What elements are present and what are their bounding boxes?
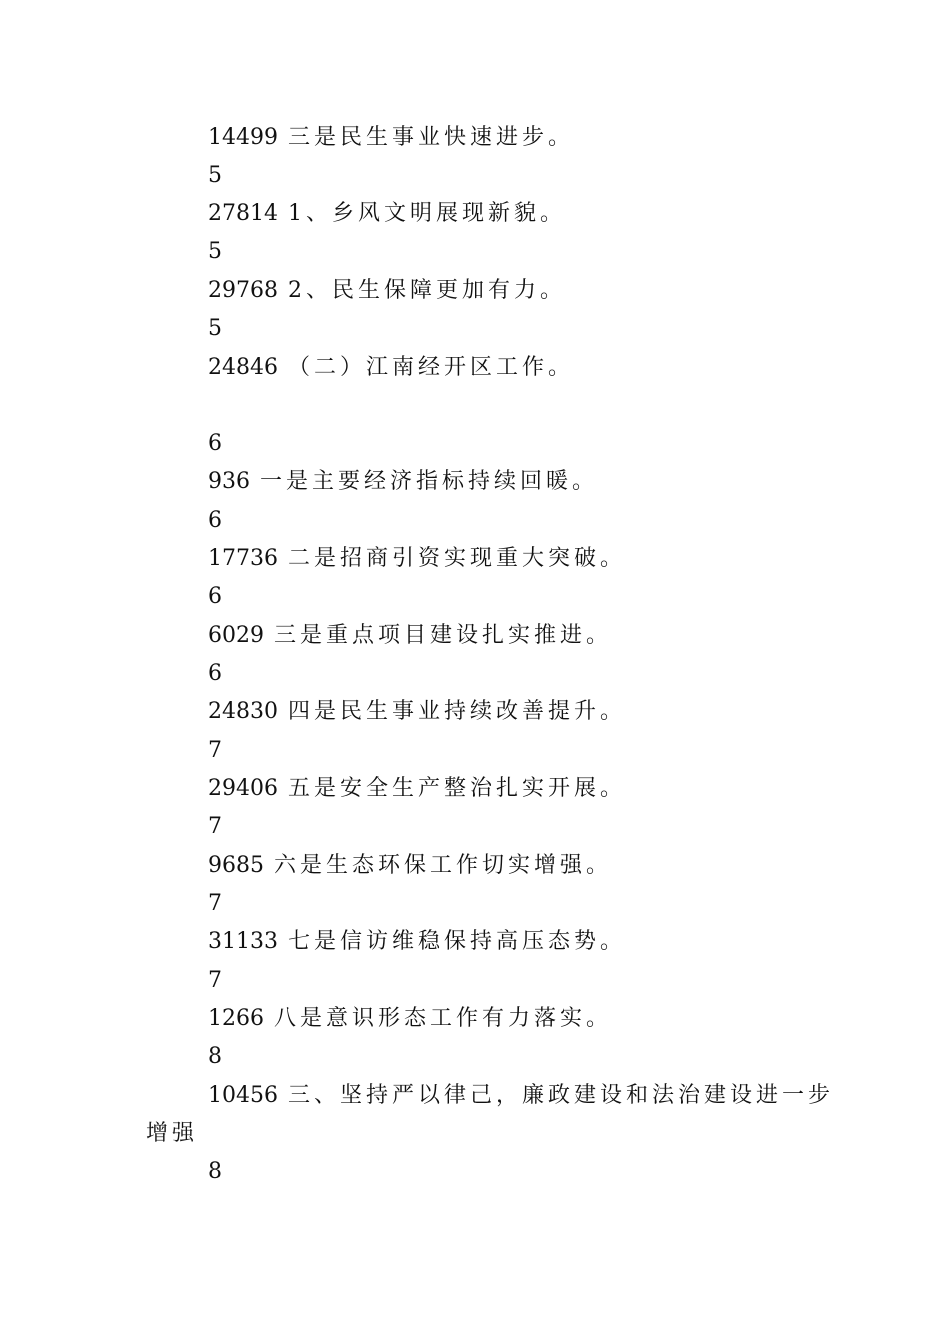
toc-page-number: 6 xyxy=(208,508,226,533)
toc-entry-code: 17736 xyxy=(208,546,278,571)
toc-entry-code: 1266 xyxy=(208,1006,264,1031)
toc-page-number: 7 xyxy=(208,891,226,916)
toc-entry-13 xyxy=(208,1082,834,1110)
toc-entry-code: 9685 xyxy=(208,853,264,878)
toc-entry-6 xyxy=(208,545,626,573)
toc-entry-7 xyxy=(208,622,612,650)
toc-entry-title: 五是安全生产整治扎实开展。 xyxy=(288,776,627,801)
toc-entry-title: 六是生态环保工作切实增强。 xyxy=(274,853,613,878)
toc-entry-title: （二）江南经开区工作。 xyxy=(288,355,575,380)
toc-page-number: 6 xyxy=(208,431,226,456)
toc-entry-1 xyxy=(208,124,574,152)
toc-page-number: 8 xyxy=(208,1044,226,1069)
toc-entry-5 xyxy=(208,468,598,496)
toc-page-number: 6 xyxy=(208,661,226,686)
toc-page-number: 5 xyxy=(208,163,226,188)
toc-entry-title: 四是民生事业持续改善提升。 xyxy=(288,699,627,724)
toc-entry-code: 10456 xyxy=(208,1083,278,1108)
toc-entry-title: 三、坚持严以律己，廉政建设和法治建设进一步 xyxy=(288,1083,835,1108)
toc-entry-9 xyxy=(208,775,626,803)
toc-entry-code: 6029 xyxy=(208,623,264,648)
toc-page-number: 6 xyxy=(208,584,226,609)
toc-entry-8 xyxy=(208,698,626,726)
toc-entry-title: 1、乡风文明展现新貌。 xyxy=(288,201,566,226)
toc-entry-title: 一是主要经济指标持续回暖。 xyxy=(260,469,599,494)
toc-entry-11 xyxy=(208,928,626,956)
toc-entry-code: 14499 xyxy=(208,125,278,150)
toc-entry-code: 27814 xyxy=(208,201,278,226)
toc-entry-title-continuation: 增强 xyxy=(146,1121,199,1146)
toc-entry-code: 29406 xyxy=(208,776,278,801)
toc-page-number: 5 xyxy=(208,239,226,264)
toc-entry-title: 三是重点项目建设扎实推进。 xyxy=(274,623,613,648)
toc-entry-title: 八是意识形态工作有力落实。 xyxy=(274,1006,613,1031)
toc-entry-code: 24846 xyxy=(208,355,278,380)
toc-entry-3 xyxy=(208,277,566,305)
toc-entry-10 xyxy=(208,852,612,880)
toc-entry-4 xyxy=(208,354,574,382)
toc-entry-title: 2、民生保障更加有力。 xyxy=(288,278,566,303)
toc-entry-code: 31133 xyxy=(208,929,278,954)
toc-entry-12 xyxy=(208,1005,612,1033)
toc-page-number: 7 xyxy=(208,738,226,763)
toc-page-number: 7 xyxy=(208,814,226,839)
toc-page-number: 5 xyxy=(208,316,226,341)
toc-entry-title: 七是信访维稳保持高压态势。 xyxy=(288,929,627,954)
toc-entry-2 xyxy=(208,200,566,228)
toc-page-number: 7 xyxy=(208,968,226,993)
toc-entry-code: 29768 xyxy=(208,278,278,303)
toc-entry-title: 二是招商引资实现重大突破。 xyxy=(288,546,627,571)
toc-entry-title: 三是民生事业快速进步。 xyxy=(288,125,575,150)
toc-entry-code: 24830 xyxy=(208,699,278,724)
toc-entry-code: 936 xyxy=(208,469,250,494)
toc-page-number: 8 xyxy=(208,1159,226,1184)
